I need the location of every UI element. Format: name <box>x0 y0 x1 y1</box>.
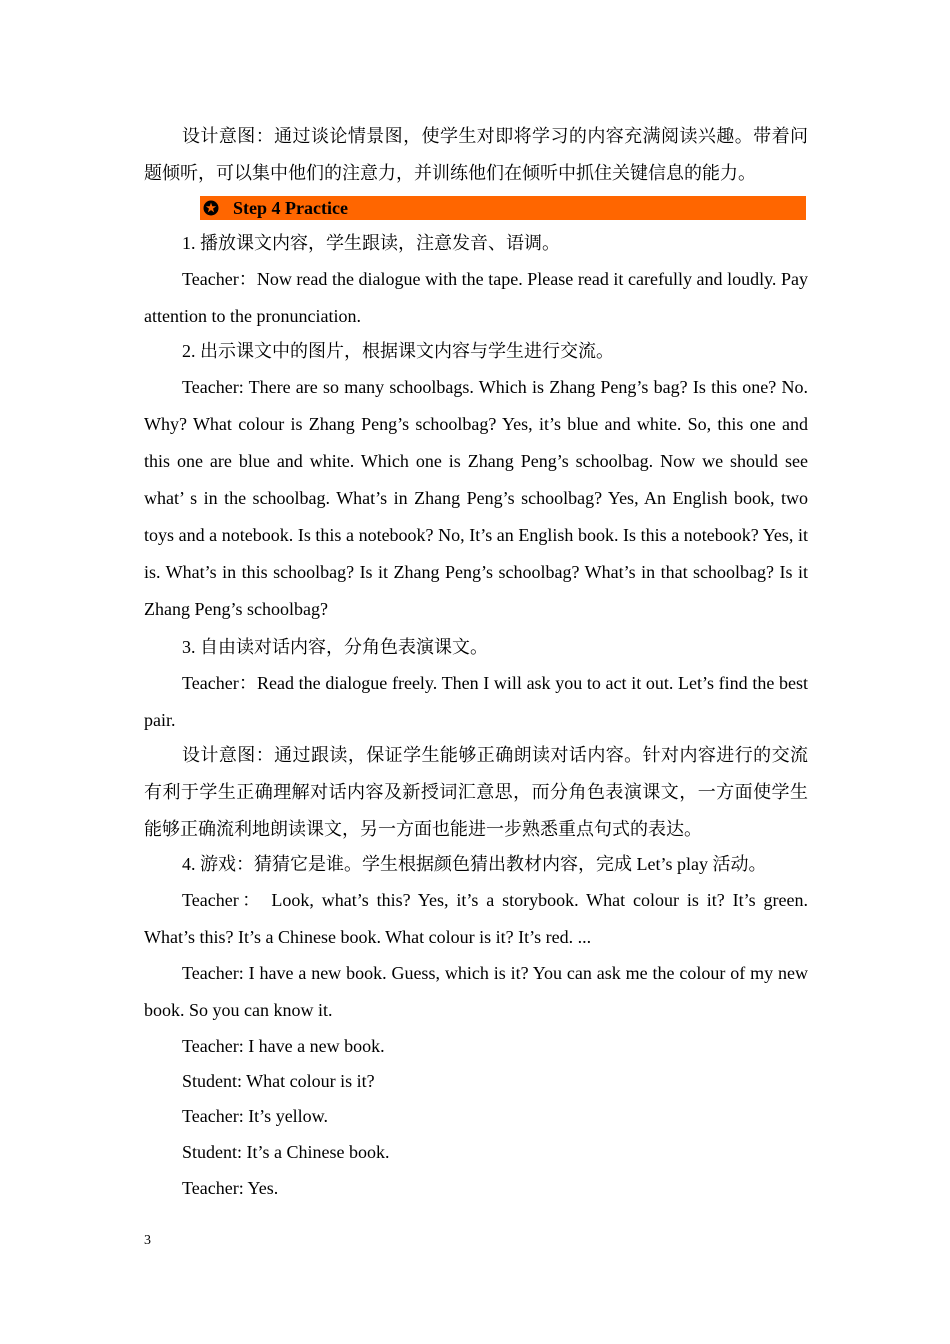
step-item-4: 4. 游戏：猜猜它是谁。学生根据颜色猜出教材内容，完成 Let’s play 活动。 <box>182 854 767 874</box>
page-number: 3 <box>144 1233 151 1248</box>
teacher-paragraph-1: Teacher：Now read the dialogue with the tape. Please read it carefully and loudly. Pay attention to the pronunciation. <box>144 269 808 326</box>
step-item-1: 1. 播放课文内容，学生跟读，注意发音、语调。 <box>182 233 560 253</box>
dialogue-line: Student: It’s a Chinese book. <box>182 1142 390 1162</box>
design-intent-paragraph-2: 设计意图：通过跟读，保证学生能够正确朗读对话内容。针对内容进行的交流有利于学生正确理解对话内容及新授词汇意思，而分角色表演课文，一方面使学生能够正确流利地朗读课文，另一方面也能进一步熟悉重点句式的表达。 <box>144 745 808 839</box>
dialogue-line: Teacher: Yes. <box>182 1178 279 1198</box>
design-intent-paragraph: 设计意图：通过谈论情景图，使学生对即将学习的内容充满阅读兴趣。带着问题倾听，可以集中他们的注意力，并训练他们在倾听中抓住关键信息的能力。 <box>144 126 808 183</box>
step-item-3: 3. 自由读对话内容，分角色表演课文。 <box>182 637 488 657</box>
dialogue-line: Teacher: It’s yellow. <box>182 1106 329 1126</box>
teacher-paragraph-2: Teacher: There are so many schoolbags. Which is Zhang Peng’s bag? Is this one? No. Why? What colour is Zhang Peng’s schoolbag? Yes, it’s blue and white. So, this one and this one are blue and white. Which one is Zhang Peng’s schoolbag. Now we should see what’ s in the schoolbag. What’s in Zhang Peng’s schoolbag? Yes, An English book, two toys and a notebook. Is this a notebook? No, It’s an English book. Is this a notebook? Yes, it is. What’s in this schoolbag? Is it Zhang Peng’s schoolbag? What’s in that schoolbag? Is it Zhang Peng’s schoolbag? <box>144 377 808 619</box>
dialogue-line: Teacher: I have a new book. <box>182 1036 385 1056</box>
step-item-2: 2. 出示课文中的图片，根据课文内容与学生进行交流。 <box>182 341 614 361</box>
teacher-paragraph-3: Teacher：Read the dialogue freely. Then I will ask you to act it out. Let’s find the best pair. <box>144 673 808 730</box>
teacher-paragraph-5: Teacher: I have a new book. Guess, which is it? You can ask me the colour of my new book. So you can know it. <box>144 963 808 1020</box>
dialogue-line: Student: What colour is it? <box>182 1071 375 1091</box>
teacher-paragraph-4: Teacher： Look, what’s this? Yes, it’s a storybook. What colour is it? It’s green. What’s this? It’s a Chinese book. What colour is it? It’s red. ... <box>144 890 808 947</box>
star-circle-icon <box>203 200 219 216</box>
section-title: Step 4 Practice <box>233 198 348 218</box>
section-banner <box>200 196 806 220</box>
